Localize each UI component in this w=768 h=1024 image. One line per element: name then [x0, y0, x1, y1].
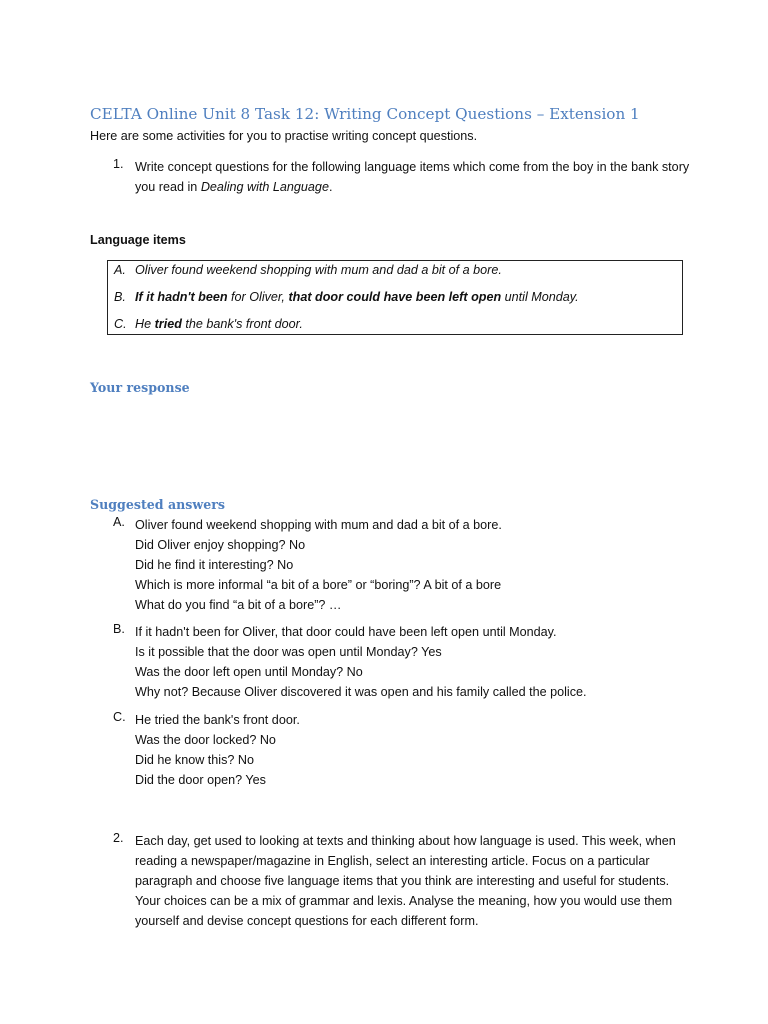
answer-line: Did he know this? No	[135, 753, 255, 767]
language-item-text-part: until Monday.	[501, 290, 579, 304]
answer-line: Did he find it interesting? No	[135, 558, 294, 572]
answer-letter: A.	[113, 515, 125, 529]
language-item-letter: B.	[114, 290, 126, 304]
task-1	[90, 157, 690, 197]
language-item-text	[135, 317, 303, 331]
task-1-text-start: Write concept questions for the following language items which come from the boy in the bank story you read in	[135, 160, 690, 194]
task-1-text-end: .	[328, 180, 333, 194]
answer-line: Why not? Because Oliver discovered it was open and his family called the police.	[135, 685, 587, 699]
answer-line: What do you find “a bit of a bore”? …	[135, 598, 342, 612]
your-response-heading: Your response	[90, 380, 190, 395]
task-1-text	[135, 157, 690, 197]
task-2-text: Each day, get used to looking at texts and thinking about how language is used. This week, when reading a newspaper/magazine in English, select an interesting article. Focus on a particular paragraph and choose five language items that you think are interesting and useful for students. Your choices can be a mix of grammar and lexis. Analyse the meaning, how you would use them yourself and devise concept questions for each different form.	[135, 834, 676, 928]
language-item-text-part: for Oliver,	[227, 290, 289, 304]
task-2	[90, 831, 690, 931]
answer-line: Was the door locked? No	[135, 733, 276, 747]
answer-letter: C.	[113, 710, 126, 724]
answer-line: Did Oliver enjoy shopping? No	[135, 538, 306, 552]
answer-line: Was the door left open until Monday? No	[135, 665, 363, 679]
answer-line: Did the door open? Yes	[135, 773, 266, 787]
task-1-text-italic: Dealing with Language	[200, 180, 329, 194]
answer-block-b	[90, 622, 690, 702]
answer-line: Which is more informal “a bit of a bore” or “boring”? A bit of a bore	[135, 578, 502, 592]
language-item-text-bold: If it hadn't been	[135, 290, 228, 304]
language-item-text-bold: tried	[154, 317, 182, 331]
language-items-box	[107, 260, 683, 335]
language-item-letter: A.	[114, 263, 126, 277]
answer-line: Is it possible that the door was open until Monday? Yes	[135, 645, 442, 659]
task-2-number: 2.	[113, 831, 124, 845]
language-item-text	[135, 290, 579, 304]
page-title: CELTA Online Unit 8 Task 12: Writing Concept Questions – Extension 1	[90, 105, 640, 123]
answer-line: Oliver found weekend shopping with mum and dad a bit of a bore.	[135, 518, 502, 532]
language-item-text-part: He	[135, 317, 155, 331]
language-item-text-bold: that door could have been left open	[288, 290, 502, 304]
answer-block-c	[90, 710, 690, 790]
answer-line: If it hadn't been for Oliver, that door could have been left open until Monday.	[135, 625, 557, 639]
language-items-heading: Language items	[90, 233, 186, 247]
answer-letter: B.	[113, 622, 125, 636]
answer-block-a	[90, 515, 690, 615]
suggested-answers-heading: Suggested answers	[90, 497, 225, 512]
language-item-text-part: Oliver found weekend shopping with mum and dad a bit of a bore.	[135, 263, 502, 277]
task-1-number: 1.	[113, 157, 124, 171]
answer-line: He tried the bank's front door.	[135, 713, 300, 727]
language-item-text	[135, 263, 502, 277]
language-item-text-part: the bank's front door.	[181, 317, 303, 331]
intro-text: Here are some activities for you to practise writing concept questions.	[90, 129, 478, 143]
language-item-letter: C.	[114, 317, 127, 331]
